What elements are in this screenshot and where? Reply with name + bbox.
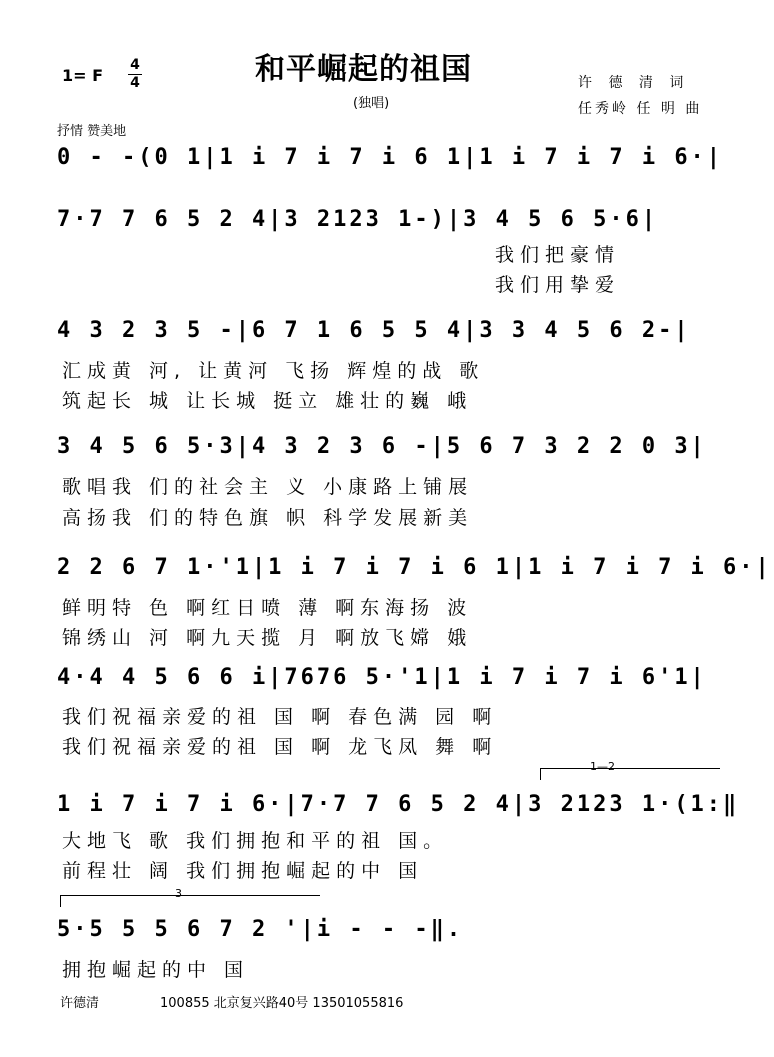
footer-info-1: 100855 北京复兴路40号 13501055816 [160, 996, 404, 1011]
lyric-line-6-verse-1: 我们祝福亲爱的祖 国 啊 春色满 园 啊 [62, 706, 498, 728]
volta-bracket-3 [60, 895, 320, 896]
notation-line-2: 7·7 7 6 5 2 4|3 2123 1-)|3 4 5 6 5·6| [57, 207, 659, 232]
lyric-line-8-verse-1: 拥抱崛起的中 国 [62, 959, 250, 981]
lyric-line-3-verse-1: 汇成黄 河, 让黄河 飞扬 辉煌的战 歌 [62, 360, 485, 382]
notation-line-3: 4 3 2 3 5 -|6 7 1 6 5 5 4|3 3 4 5 6 2-| [57, 318, 691, 343]
lyric-line-2-verse-2: 我们用挚爱 [495, 274, 621, 296]
notation-line-8: 5·5 5 5 6 7 2 '|i - - -‖. [57, 917, 464, 942]
lyric-line-6-verse-2: 我们祝福亲爱的祖 国 啊 龙飞凤 舞 啊 [62, 736, 498, 758]
time-signature-top: 4 [130, 57, 140, 73]
lyric-line-5-verse-1: 鲜明特 色 啊红日喷 薄 啊东海扬 波 [62, 597, 473, 619]
key-signature: 1= F [62, 66, 104, 85]
notation-line-6: 4·4 4 5 6 6 i|7676 5·'1|1 i 7 i 7 i 6'1| [57, 665, 707, 690]
notation-line-4: 3 4 5 6 5·3|4 3 2 3 6 -|5 6 7 3 2 2 0 3| [57, 434, 707, 459]
tempo-mood: 抒情 赞美地 [57, 124, 127, 139]
lyric-line-7-verse-2: 前程壮 阔 我们拥抱崛起的中 国 [62, 860, 424, 882]
notation-line-5: 2 2 6 7 1·'1|1 i 7 i 7 i 6 1|1 i 7 i 7 i 6·| [57, 555, 772, 580]
composer-credit: 任秀岭 任 明 曲 [578, 101, 703, 117]
lyric-line-2-verse-1: 我们把豪情 [495, 244, 621, 266]
notation-line-1: 0 - -(0 1|1 i 7 i 7 i 6 1|1 i 7 i 7 i 6·| [57, 145, 724, 170]
lyric-line-5-verse-2: 锦绣山 河 啊九天揽 月 啊放飞嫦 娥 [62, 627, 473, 649]
lyric-line-4-verse-1: 歌唱我 们的社会主 义 小康路上铺展 [62, 476, 474, 498]
time-signature-bottom: 4 [130, 75, 140, 91]
volta-label-1-2: 1—2 [590, 760, 615, 773]
song-title: 和平崛起的祖国 [255, 52, 472, 87]
volta-bracket-1-2 [540, 768, 720, 769]
lyricist-credit: 许 德 清 词 [578, 75, 690, 91]
notation-line-7: 1 i 7 i 7 i 6·|7·7 7 6 5 2 4|3 2123 1·(1:‖ [57, 792, 740, 817]
volta-label-3: 3 [175, 887, 182, 900]
footer-name-1: 许德清 [60, 996, 100, 1011]
song-subtitle: (独唱) [353, 96, 390, 111]
lyric-line-7-verse-1: 大地飞 歌 我们拥抱和平的祖 国。 [62, 830, 449, 852]
volta-bracket-1-2-hook [540, 768, 541, 780]
lyric-line-3-verse-2: 筑起长 城 让长城 挺立 雄壮的巍 峨 [62, 390, 473, 412]
time-signature [128, 58, 142, 91]
lyric-line-4-verse-2: 高扬我 们的特色旗 帜 科学发展新美 [62, 507, 474, 529]
volta-bracket-3-hook [60, 895, 61, 907]
